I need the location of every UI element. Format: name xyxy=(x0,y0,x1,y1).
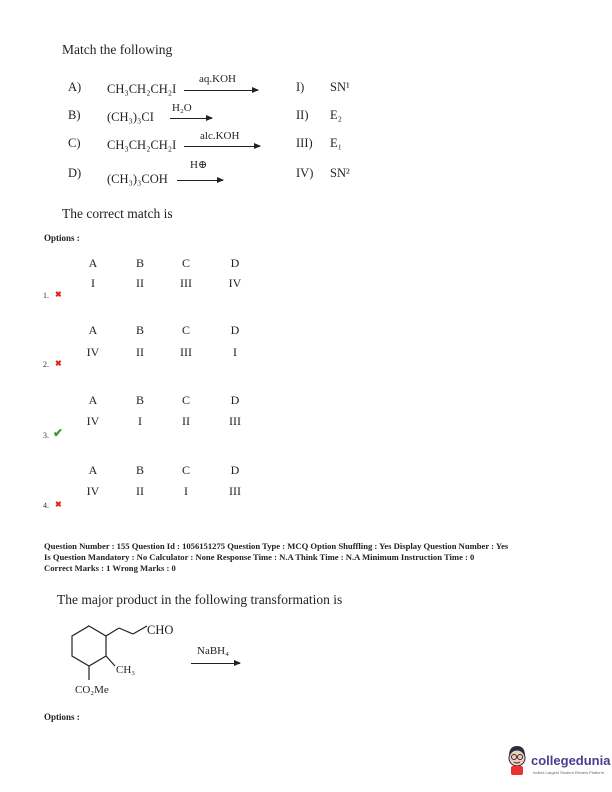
correct-check-icon: ✔ xyxy=(53,426,64,440)
option-number: 1. xyxy=(43,291,49,300)
option-value: I xyxy=(138,414,142,428)
option-value: II xyxy=(136,276,144,290)
meta-line-1: Question Number : 155 Question Id : 1056151275 Question Type : MCQ Option Shuffling : Yes Display Question Number : Yes xyxy=(44,541,509,551)
ester-label: CO₂Me xyxy=(75,684,109,696)
options-label: Options : xyxy=(44,712,80,722)
option-header: B xyxy=(135,256,144,270)
question-prompt: Match the following xyxy=(62,42,173,57)
reagent: NaBH₄ xyxy=(197,645,229,657)
option-header: C xyxy=(181,323,190,337)
option-header: A xyxy=(88,463,98,477)
option-value: II xyxy=(136,484,144,498)
option-header: A xyxy=(88,256,98,270)
option-value: I xyxy=(184,484,188,498)
wrong-mark-icon: ✖ xyxy=(55,359,62,368)
option-header: D xyxy=(230,463,240,477)
reactant: (CH₃)₃CI xyxy=(107,110,154,124)
option-value: III xyxy=(180,345,192,359)
option-header: C xyxy=(181,463,190,477)
meta-line-2: Is Question Mandatory : No Calculator : None Response Time : N.A Think Time : N.A Minimum Instruction Time : 0 xyxy=(44,552,475,562)
reaction-arrow xyxy=(184,146,260,147)
reagent: alc.KOH xyxy=(200,130,240,142)
match-label: I) xyxy=(296,80,305,94)
reaction-label: A) xyxy=(68,80,82,94)
option-value: IV xyxy=(86,414,100,428)
reaction-arrow xyxy=(191,663,240,664)
option-header: C xyxy=(181,393,190,407)
option-header: C xyxy=(181,256,190,270)
reaction-label: D) xyxy=(68,166,82,180)
reaction-arrow xyxy=(177,180,223,181)
reagent: H⊕ xyxy=(190,159,208,171)
methyl-label: CH₃ xyxy=(116,664,136,676)
brand-tagline: India's Largest Student Review Platform xyxy=(533,770,605,775)
reagent: H₂O xyxy=(172,102,192,114)
options-label: Options : xyxy=(44,233,80,243)
match-label: IV) xyxy=(296,166,314,180)
option-header: D xyxy=(230,323,240,337)
brand-name: collegedunia xyxy=(531,753,611,768)
reaction-label: B) xyxy=(68,108,81,122)
wrong-mark-icon: ✖ xyxy=(55,290,62,299)
question-prompt: The major product in the following transformation is xyxy=(57,592,343,607)
match-value: E₁ xyxy=(330,136,342,150)
option-number: 4. xyxy=(43,501,49,510)
reagent: aq.KOH xyxy=(199,73,236,85)
option-value: III xyxy=(180,276,192,290)
question-meta xyxy=(44,541,604,574)
reaction-label: C) xyxy=(68,136,81,150)
option-value: IV xyxy=(86,484,100,498)
match-value: SN¹ xyxy=(330,80,350,94)
option-header: D xyxy=(230,393,240,407)
reaction-arrow xyxy=(184,90,258,91)
option-header: B xyxy=(135,393,144,407)
question-stem: The correct match is xyxy=(62,206,173,221)
option-value: III xyxy=(229,414,241,428)
option-value: II xyxy=(182,414,190,428)
option-value: III xyxy=(229,484,241,498)
match-value: SN² xyxy=(330,166,350,180)
option-header: B xyxy=(135,463,144,477)
reaction-arrow xyxy=(170,118,212,119)
option-value: I xyxy=(233,345,237,359)
match-label: III) xyxy=(296,136,313,150)
aldehyde-label: CHO xyxy=(147,623,174,637)
option-value: IV xyxy=(228,276,242,290)
option-value: I xyxy=(91,276,95,290)
mascot-icon xyxy=(505,744,529,776)
meta-line-3: Correct Marks : 1 Wrong Marks : 0 xyxy=(44,563,176,573)
option-value: IV xyxy=(86,345,100,359)
option-value: II xyxy=(136,345,144,359)
option-header: A xyxy=(88,393,98,407)
wrong-mark-icon: ✖ xyxy=(55,500,62,509)
reactant: (CH₃)₃COH xyxy=(107,172,168,186)
option-header: D xyxy=(230,256,240,270)
option-number: 2. xyxy=(43,360,49,369)
match-value: E₂ xyxy=(330,108,342,122)
option-header: A xyxy=(88,323,98,337)
option-number: 3. xyxy=(43,431,49,440)
reactant: CH₃CH₂CH₂I xyxy=(107,138,177,152)
option-header: B xyxy=(135,323,144,337)
reactant: CH₃CH₂CH₂I xyxy=(107,82,177,96)
match-label: II) xyxy=(296,108,309,122)
